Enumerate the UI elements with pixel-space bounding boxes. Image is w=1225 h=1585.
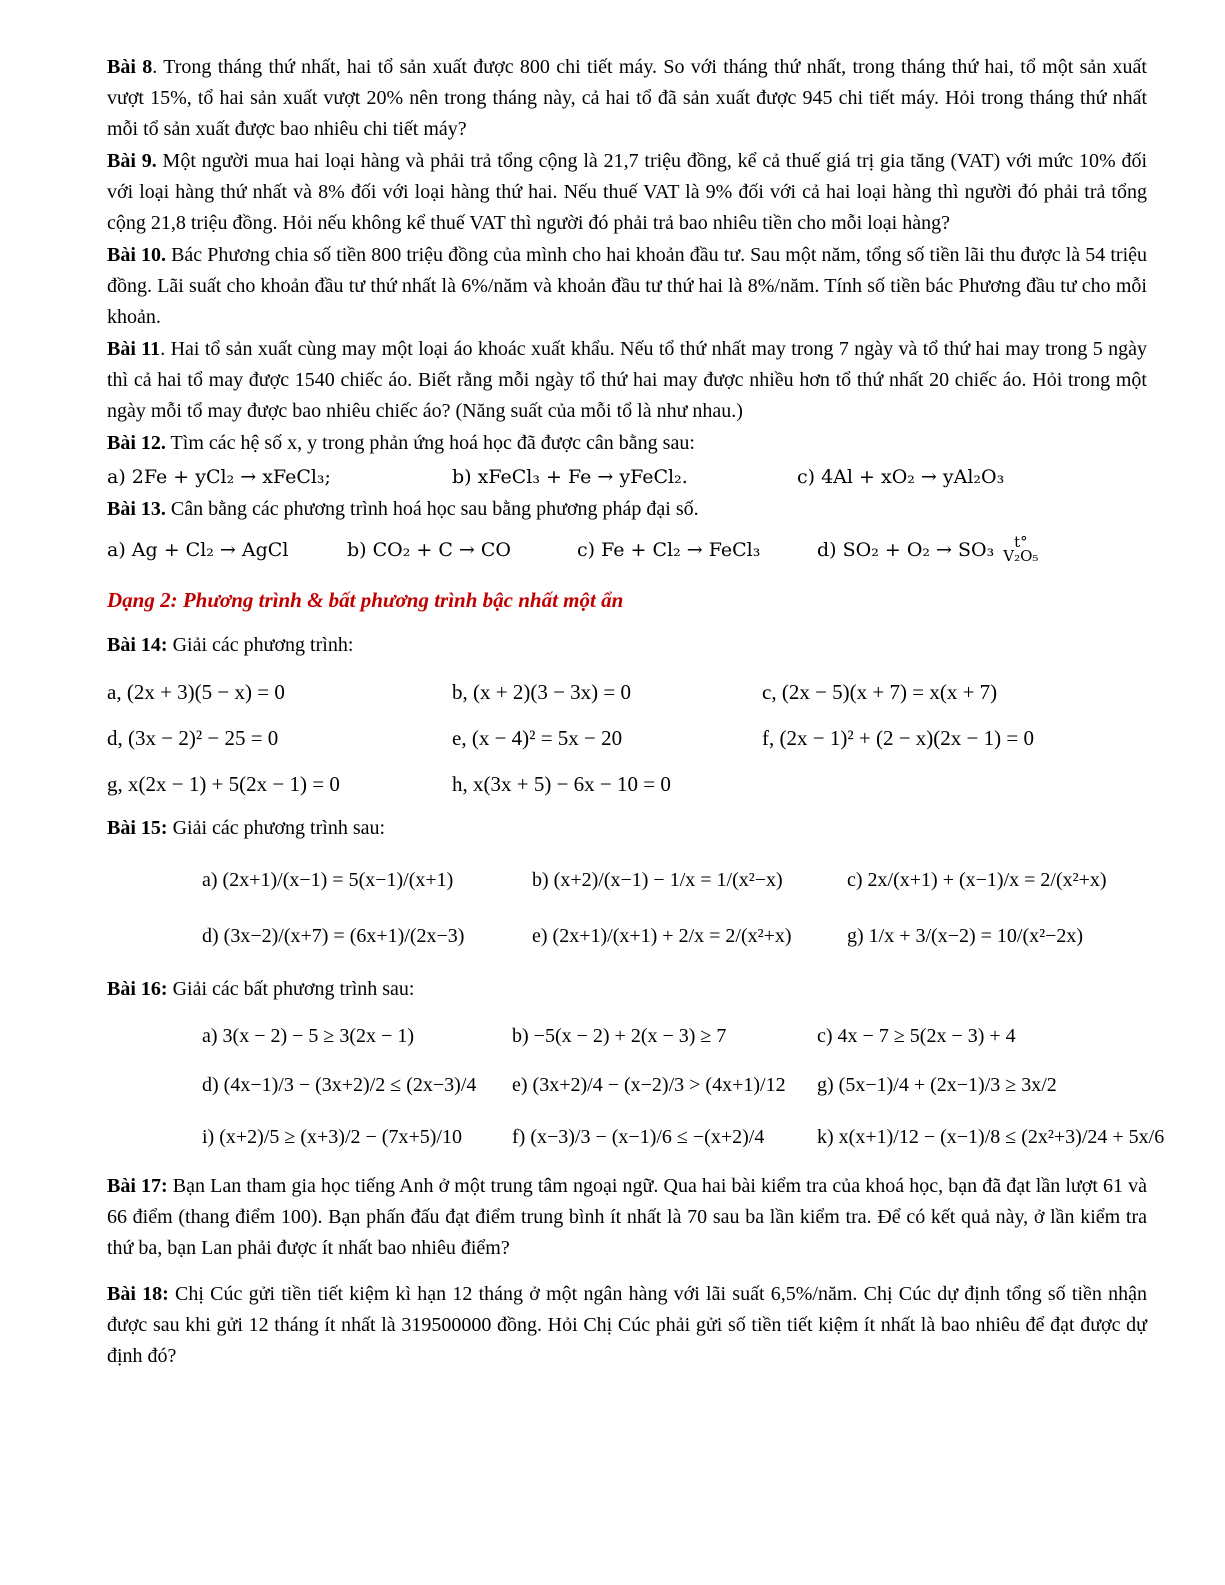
inequality-d: d) (4x−1)/3 − (3x+2)/2 ≤ (2x−3)/4 [202,1074,477,1096]
reaction-d [817,526,1041,574]
catalyst-annotation [1003,535,1038,563]
problem-text: Một người mua hai loại hàng và phải trả tổng cộng là 21,7 triệu đồng, kể cả thuế giá trị gia tăng (VAT) với mức 10% đối với loại hàng thứ nhất và 8% đối với loại hàng thứ hai. Nếu thuế VAT là 9% đối với cả hai loại hàng thì người đó phải trả tổng cộng 21,8 triệu đồng. Hỏi nếu không kể thuế VAT thì người đó phải trả bao nhiêu tiền cho mỗi loại hàng? [107,150,1148,234]
inequality-row [107,1013,1147,1059]
problem-label: Bài 17: [107,1175,168,1197]
inequality-k: k) x(x+1)/12 − (x−1)/8 ≤ (2x²+3)/24 + 5x/6 [817,1126,1165,1148]
fraction-equation-e: e) (2x+1)/(x+1) + 2/x = 2/(x²+x) [532,925,792,947]
problem-label: Bài 13. [107,498,166,520]
problem-12-reactions [107,460,1147,494]
problem-text: . Trong tháng thứ nhất, hai tổ sản xuất được 800 chi tiết máy. So với tháng thứ nhất, trong tháng thứ hai, tổ một sản xuất vượt 15%, tổ hai sản xuất vượt 20% nên trong tháng này, cả hai tổ đã sản xuất được 945 chi tiết máy. Hỏi trong tháng thứ nhất mỗi tổ sản xuất được bao nhiêu chi tiết máy? [107,56,1147,140]
arrow-bottom-label: V₂O₅ [1003,547,1039,565]
reaction-b: b) CO₂ + C → CO [347,539,511,561]
equation-c: c, (2x − 5)(x + 7) = x(x + 7) [762,680,998,704]
problem-label: Bài 11 [107,338,161,360]
problem-text: Tìm các hệ số x, y trong phản ứng hoá học đã được cân bằng sau: [165,432,695,454]
problem-label: Bài 15: [107,817,168,839]
reaction-b: b) xFeCl₃ + Fe → yFeCl₂. [452,466,688,488]
worksheet-page [107,52,1165,1373]
inequality-row [107,1111,1165,1163]
equation-row [107,761,1147,807]
inequality-b: b) −5(x − 2) + 2(x − 3) ≥ 7 [512,1025,727,1047]
problem-label: Bài 8 [107,56,153,78]
problem-text: Bạn Lan tham gia học tiếng Anh ở một trung tâm ngoại ngữ. Qua hai bài kiểm tra của khoá học, bạn đã đạt lần lượt 61 và 66 điểm (thang điểm 100). Bạn phấn đấu đạt điểm trung bình ít nhất là 70 sau ba lần kiểm tra. Để có kết quả này, ở lần kiểm tra thứ ba, bạn Lan phải được ít nhất bao nhiêu điểm? [107,1175,1147,1259]
problem-label: Bài 9. [107,150,157,172]
equation-b: b, (x + 2)(3 − 3x) = 0 [452,680,632,704]
inequality-g: g) (5x−1)/4 + (2x−1)/3 ≥ 3x/2 [817,1074,1057,1096]
problem-12 [107,428,1147,459]
fraction-equation-row [107,908,1147,964]
inequality-a: a) 3(x − 2) − 5 ≥ 3(2x − 1) [202,1025,414,1047]
fraction-equation-d: d) (3x−2)/(x+7) = (6x+1)/(2x−3) [202,925,465,947]
inequality-f: f) (x−3)/3 − (x−1)/6 ≤ −(x+2)/4 [512,1126,765,1148]
problem-18 [107,1279,1147,1372]
problem-9 [107,146,1147,239]
equation-a: a, (2x + 3)(5 − x) = 0 [107,680,285,704]
reaction-d-text: d) SO₂ + O₂ → SO₃ [817,539,995,561]
problem-text: Giải các bất phương trình sau: [167,978,415,1000]
fraction-equation-a: a) (2x+1)/(x−1) = 5(x−1)/(x+1) [202,869,454,891]
equation-row [107,715,1147,761]
problem-label: Bài 10. [107,244,166,266]
reaction-a: a) Ag + Cl₂ → AgCl [107,539,289,561]
problem-text: Chị Cúc gửi tiền tiết kiệm kì hạn 12 tháng ở một ngân hàng với lãi suất 6,5%/năm. Chị Cúc dự định tổng số tiền nhận được sau khi gửi 12 tháng ít nhất là 319500000 đồng. Hỏi Chị Cúc phải gửi số tiền tiết kiệm ít nhất là bao nhiêu để đạt được dự định đó? [107,1283,1147,1367]
problem-13-reactions [107,526,1147,574]
equation-h: h, x(3x + 5) − 6x − 10 = 0 [452,772,671,796]
problem-16 [107,974,1147,1005]
problem-17 [107,1171,1147,1264]
problem-text: Bác Phương chia số tiền 800 triệu đồng của mình cho hai khoản đầu tư. Sau một năm, tổng số tiền lãi thu được là 54 triệu đồng. Lãi suất cho khoản đầu tư thứ nhất là 6%/năm và khoản đầu tư thứ hai là 8%/năm. Tính số tiền bác Phương đầu tư cho mỗi khoản. [107,244,1147,328]
arrow-top-label: t° [1014,533,1028,551]
inequality-e: e) (3x+2)/4 − (x−2)/3 > (4x+1)/12 [512,1074,786,1096]
equation-e: e, (x − 4)² = 5x − 20 [452,726,623,750]
problem-text: Cân bằng các phương trình hoá học sau bằng phương pháp đại số. [165,498,699,520]
problem-label: Bài 18: [107,1283,169,1305]
problem-15 [107,813,1147,844]
fraction-equation-b: b) (x+2)/(x−1) − 1/x = 1/(x²−x) [532,869,783,891]
fraction-equation-row [107,852,1147,908]
equation-d: d, (3x − 2)² − 25 = 0 [107,726,279,750]
problem-11 [107,334,1147,427]
inequality-i: i) (x+2)/5 ≥ (x+3)/2 − (7x+5)/10 [202,1126,462,1148]
reaction-c: c) 4Al + xO₂ → yAl₂O₃ [797,466,1005,488]
problem-label: Bài 14: [107,634,168,656]
problem-label: Bài 12. [107,432,166,454]
problem-8 [107,52,1147,145]
reaction-c: c) Fe + Cl₂ → FeCl₃ [577,539,761,561]
problem-text: Giải các phương trình sau: [167,817,386,839]
equation-row [107,669,1147,715]
problem-14 [107,630,1147,661]
problem-10 [107,240,1147,333]
problem-13 [107,494,1147,525]
section-heading: Dạng 2: Phương trình & bất phương trình bậc nhất một ẩn [107,588,624,612]
problem-text: Giải các phương trình: [167,634,354,656]
equation-f: f, (2x − 1)² + (2 − x)(2x − 1) = 0 [762,726,1034,750]
reaction-a: a) 2Fe + yCl₂ → xFeCl₃; [107,466,331,488]
problem-label: Bài 16: [107,978,168,1000]
fraction-equation-c: c) 2x/(x+1) + (x−1)/x = 2/(x²+x) [847,869,1107,891]
inequality-c: c) 4x − 7 ≥ 5(2x − 3) + 4 [817,1025,1016,1047]
problem-text: . Hai tổ sản xuất cùng may một loại áo khoác xuất khẩu. Nếu tổ thứ nhất may trong 7 ngày và tổ thứ hai may trong 5 ngày thì cả hai tổ may được 1540 chiếc áo. Biết rằng mỗi ngày tổ thứ hai may được nhiều hơn tổ thứ nhất 20 chiếc áo. Hỏi trong một ngày mỗi tổ may được bao nhiêu chiếc áo? (Năng suất của mỗi tổ là như nhau.) [107,338,1147,422]
equation-g: g, x(2x − 1) + 5(2x − 1) = 0 [107,772,340,796]
fraction-equation-g: g) 1/x + 3/(x−2) = 10/(x²−2x) [847,925,1084,947]
inequality-row [107,1059,1147,1111]
